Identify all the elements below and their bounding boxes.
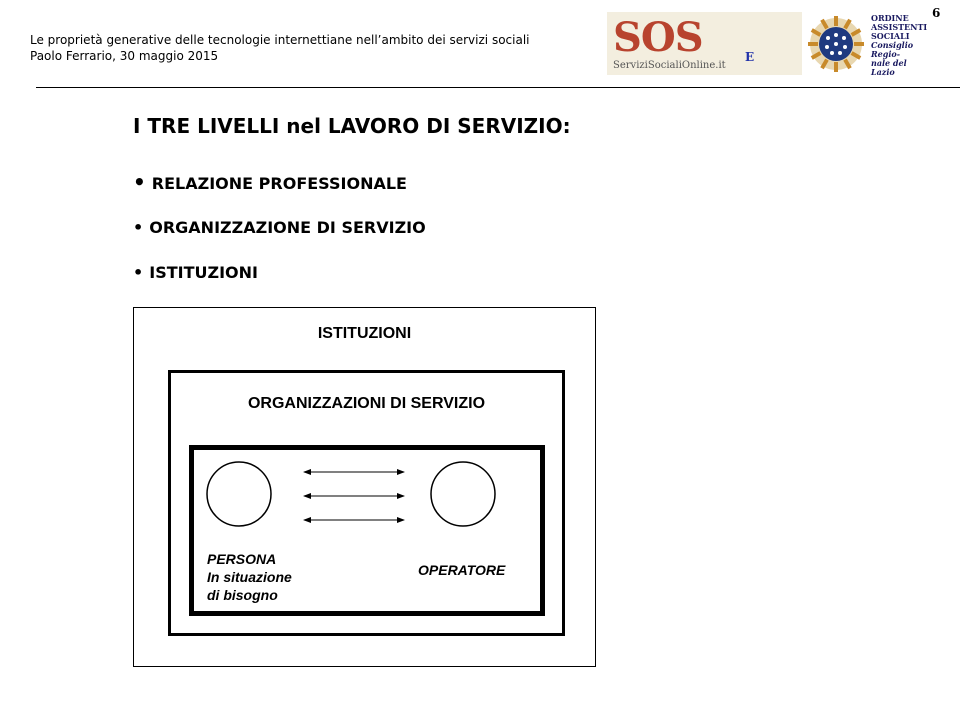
bullet-text: RELAZIONE PROFESSIONALE (151, 174, 407, 193)
presentation-title: Le proprietà generative delle tecnologie internettiane nell’ambito dei servizi sociali (30, 33, 530, 47)
author-date: Paolo Ferrario, 30 maggio 2015 (30, 49, 219, 63)
oas-line-3: SOCIALI (871, 31, 910, 41)
levels-diagram (133, 307, 596, 667)
oas-logo-subtitle (871, 41, 928, 77)
istituzioni-label: ISTITUZIONI (317, 325, 412, 342)
persona-circle (207, 462, 271, 526)
persona-line-1: PERSONA (207, 551, 277, 567)
presentation-header (30, 32, 530, 64)
bullet-text: ORGANIZZAZIONE DI SERVIZIO (149, 218, 426, 237)
persona-line-3: di bisogno (207, 587, 278, 603)
header-divider (36, 87, 960, 88)
bullet-dot-icon: • (133, 218, 144, 237)
organizzazioni-box (168, 370, 565, 636)
oas-logo-text (871, 14, 927, 41)
bullet-text: ISTITUZIONI (149, 263, 258, 282)
bullet-dot-icon: • (133, 170, 146, 194)
sos-logo (607, 12, 802, 75)
operatore-label: OPERATORE (418, 562, 506, 578)
persona-line-2: In situazione (207, 569, 292, 585)
oas-line-1: ORDINE (871, 13, 909, 23)
bullet-item (133, 170, 407, 194)
oas-sub-1: Consiglio Regio- (871, 40, 914, 59)
bullet-item (133, 263, 258, 282)
persona-label (207, 550, 292, 604)
sos-logo-word: SOS (613, 14, 703, 61)
operatore-circle (431, 462, 495, 526)
relazione-box (189, 445, 545, 616)
oas-emblem-icon (808, 12, 868, 75)
slide-title: I TRE LIVELLI nel LAVORO DI SERVIZIO: (133, 114, 571, 138)
bullet-dot-icon: • (133, 263, 144, 282)
sos-logo-mark: E (745, 50, 755, 64)
oas-sub-2: nale del Lazio (871, 58, 907, 77)
ordine-assistenti-sociali-logo (808, 12, 928, 75)
sos-logo-subtitle: ServiziSocialiOnline.it (613, 60, 726, 71)
page-number: 6 (932, 6, 941, 20)
organizzazioni-label: ORGANIZZAZIONI DI SERVIZIO (247, 395, 486, 412)
oas-line-2: ASSISTENTI (871, 22, 928, 32)
bullet-item (133, 218, 426, 237)
